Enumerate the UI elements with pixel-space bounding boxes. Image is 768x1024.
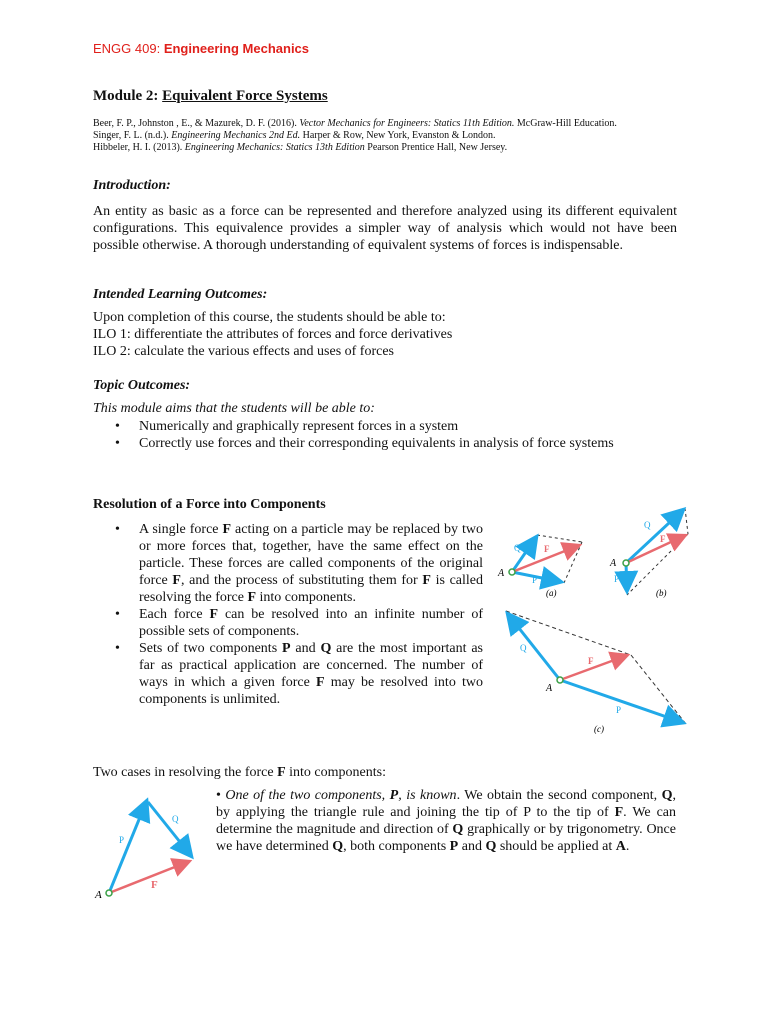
list-item: • Sets of two components P and Q are the most important as far as practical application are concerned. The number of ways in which a given force F may be resolved into two components is unlimited.	[93, 640, 483, 708]
figure-a	[490, 520, 590, 600]
ilo-item: ILO 2: calculate the various effects and uses of forces	[93, 344, 395, 359]
reference-item: Hibbeler, H. I. (2013). Engineering Mechanics: Statics 13th Edition Pearson Prentice Hall, New Jersey.	[93, 142, 508, 153]
p-label: P	[532, 575, 538, 585]
fig-caption: (a)	[546, 588, 557, 598]
list-item: • Correctly use forces and their corresponding equivalents in analysis of force systems	[93, 435, 693, 452]
q-label: Q	[644, 520, 651, 530]
fig-caption: (c)	[594, 724, 604, 734]
topic-intro: This module aims that the students will be able to:	[93, 401, 375, 416]
introduction-heading: Introduction:	[93, 178, 171, 193]
figure-b	[600, 500, 700, 600]
resolution-heading: Resolution of a Force into Components	[93, 497, 326, 512]
course-code: ENGG 409:	[93, 41, 164, 56]
references	[93, 118, 693, 154]
course-header	[93, 41, 309, 56]
module-name: Equivalent Force Systems	[162, 88, 328, 104]
list-item: • Numerically and graphically represent forces in a system	[93, 418, 693, 435]
reference-item: Singer, F. L. (n.d.). Engineering Mechanics 2nd Ed. Harper & Row, New York, Evanston & London.	[93, 130, 496, 141]
p-label: P	[616, 705, 622, 715]
module-label: Module 2:	[93, 88, 163, 104]
topic-list	[93, 418, 693, 452]
ilo-intro: Upon completion of this course, the students should be able to:	[93, 310, 446, 325]
resolution-list	[93, 521, 483, 708]
point-label: A	[498, 568, 505, 579]
q-label: Q	[514, 543, 521, 553]
reference-item: Beer, F. P., Johnston , E., & Mazurek, D. F. (2016). Vector Mechanics for Engineers: Statics 11th Edition. McGraw-Hill Education.	[93, 118, 617, 129]
ilo-item: ILO 1: differentiate the attributes of forces and force derivatives	[93, 327, 453, 342]
f-label: F	[588, 656, 594, 666]
p-label: P	[614, 574, 620, 584]
figure-c	[500, 605, 695, 740]
ilo-heading: Intended Learning Outcomes:	[93, 287, 268, 302]
p-label: P	[119, 835, 125, 845]
list-item: • A single force F acting on a particle may be replaced by two or more forces that, together, have the same effect on the particle. These forces are called components of the original force F, and the process of substituting them for F is called resolving the force F into components.	[93, 521, 483, 606]
module-title	[93, 88, 328, 105]
list-item: • Each force F can be resolved into an infinite number of possible sets of components.	[93, 606, 483, 640]
case-one-text: • One of the two components, P, is known. We obtain the second component, Q, by applying the triangle rule and joining the tip of P to the tip of F. We can determine the magnitude and direction of Q graphically or by trigonometry. Once we have determined Q, both components P and Q should be applied at A.	[216, 788, 677, 854]
point-label: A	[610, 558, 617, 569]
triangle-figure	[92, 792, 204, 904]
point-label: A	[95, 889, 102, 901]
f-label: F	[660, 534, 666, 544]
cases-intro: Two cases in resolving the force F into components:	[93, 765, 386, 780]
fig-caption: (b)	[656, 588, 667, 598]
point-label: A	[546, 683, 553, 694]
q-label: Q	[520, 643, 527, 653]
course-name: Engineering Mechanics	[163, 41, 310, 56]
q-label: Q	[172, 814, 179, 824]
topic-heading: Topic Outcomes:	[93, 378, 191, 393]
f-label: F	[544, 544, 550, 554]
f-label: F	[151, 879, 158, 891]
introduction-text: An entity as basic as a force can be represented and therefore analyzed using its different equivalent configurations. This equivalence provides a simpler way of analysis which would not have been possible otherwise. A thorough understanding of equivalent systems of forces is indispensable.	[93, 204, 677, 253]
